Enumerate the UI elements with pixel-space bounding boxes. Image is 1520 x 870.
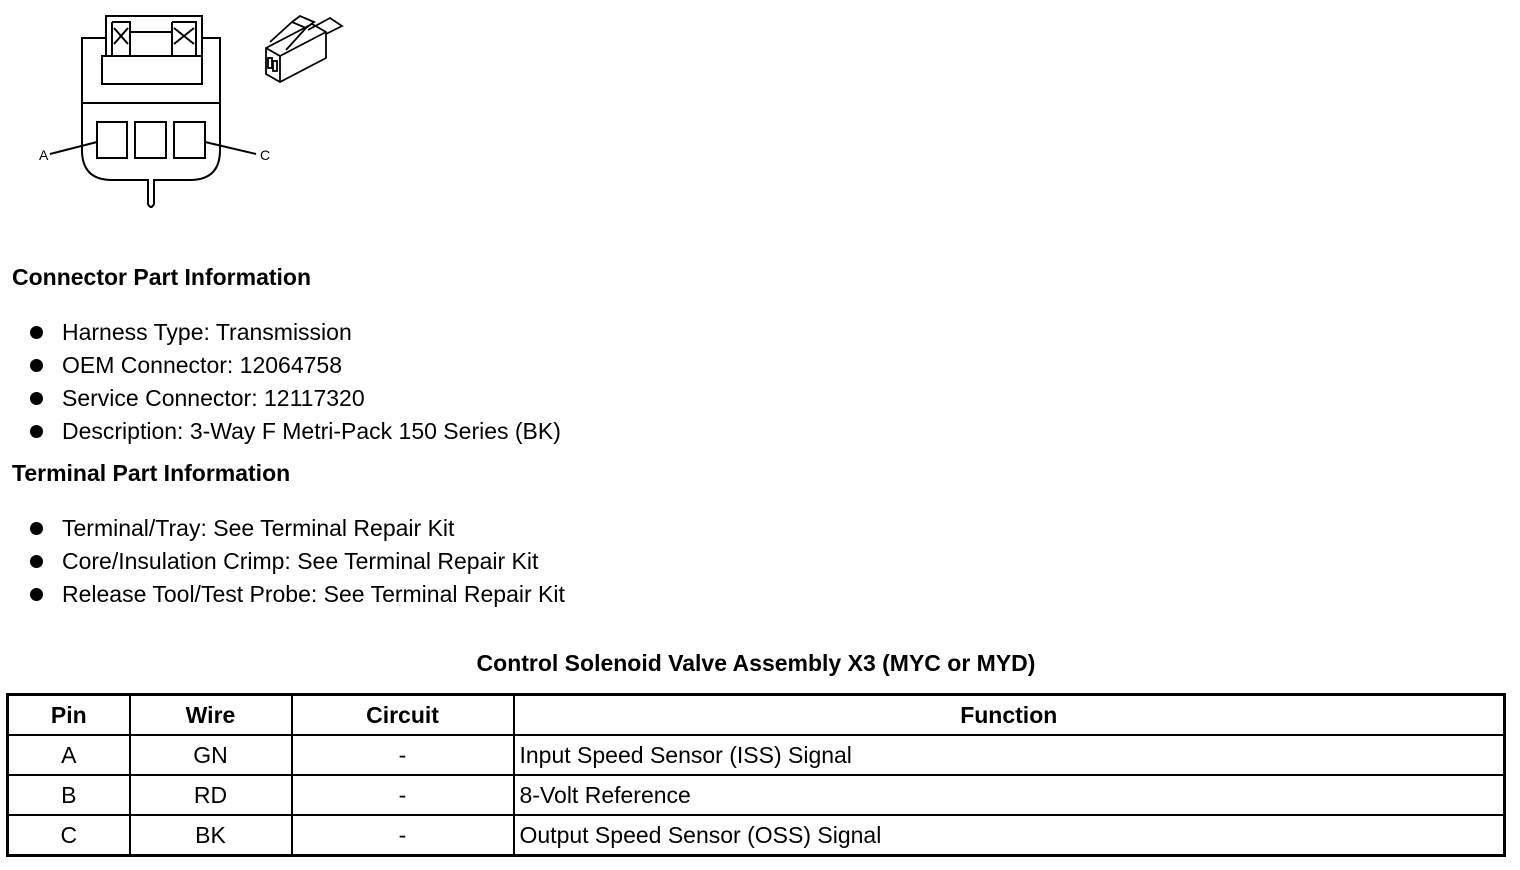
table-header-row (8, 695, 1505, 736)
connector-info-list (0, 316, 561, 448)
list-item: Description: 3-Way F Metri-Pack 150 Series (BK) (0, 415, 561, 448)
header-function: Function (514, 695, 1505, 736)
header-circuit: Circuit (292, 695, 514, 736)
list-item: Terminal/Tray: See Terminal Repair Kit (0, 512, 565, 545)
table-caption: Control Solenoid Valve Assembly X3 (MYC or MYD) (476, 650, 1036, 676)
list-item: Harness Type: Transmission (0, 316, 561, 349)
cavity-c (174, 122, 205, 158)
cell-pin: A (8, 735, 130, 775)
pinout-table (6, 693, 1506, 857)
pin-label-c: C (260, 147, 271, 163)
cavity-b (135, 122, 166, 158)
cell-wire: GN (130, 735, 292, 775)
table-row (8, 775, 1505, 815)
connector-isometric-view (266, 16, 342, 82)
cavity-a (97, 122, 127, 158)
cell-function: 8-Volt Reference (514, 775, 1505, 815)
bullet-icon (30, 425, 43, 438)
bullet-icon (30, 522, 43, 535)
cell-pin: C (8, 815, 130, 856)
cell-function: Input Speed Sensor (ISS) Signal (514, 735, 1505, 775)
bullet-icon (30, 359, 43, 372)
cell-circuit: - (292, 815, 514, 856)
terminal-info-list (0, 512, 565, 611)
connector-part-information-heading: Connector Part Information (12, 264, 312, 290)
bullet-icon (30, 588, 43, 601)
cell-circuit: - (292, 735, 514, 775)
cell-pin: B (8, 775, 130, 815)
bullet-icon (30, 392, 43, 405)
bullet-icon (30, 555, 43, 568)
cell-wire: BK (130, 815, 292, 856)
header-wire: Wire (130, 695, 292, 736)
header-pin: Pin (8, 695, 130, 736)
list-item: Core/Insulation Crimp: See Terminal Repair Kit (0, 545, 565, 578)
cell-circuit: - (292, 775, 514, 815)
list-item: OEM Connector: 12064758 (0, 349, 561, 382)
connector-diagram (30, 8, 370, 218)
list-item: Release Tool/Test Probe: See Terminal Repair Kit (0, 578, 565, 611)
table-row (8, 815, 1505, 856)
table-row (8, 735, 1505, 775)
terminal-part-information-heading: Terminal Part Information (12, 460, 291, 486)
connector-face-view (50, 16, 256, 207)
cell-function: Output Speed Sensor (OSS) Signal (514, 815, 1505, 856)
cell-wire: RD (130, 775, 292, 815)
bullet-icon (30, 326, 43, 339)
pin-label-a: A (39, 147, 49, 163)
list-item: Service Connector: 12117320 (0, 382, 561, 415)
